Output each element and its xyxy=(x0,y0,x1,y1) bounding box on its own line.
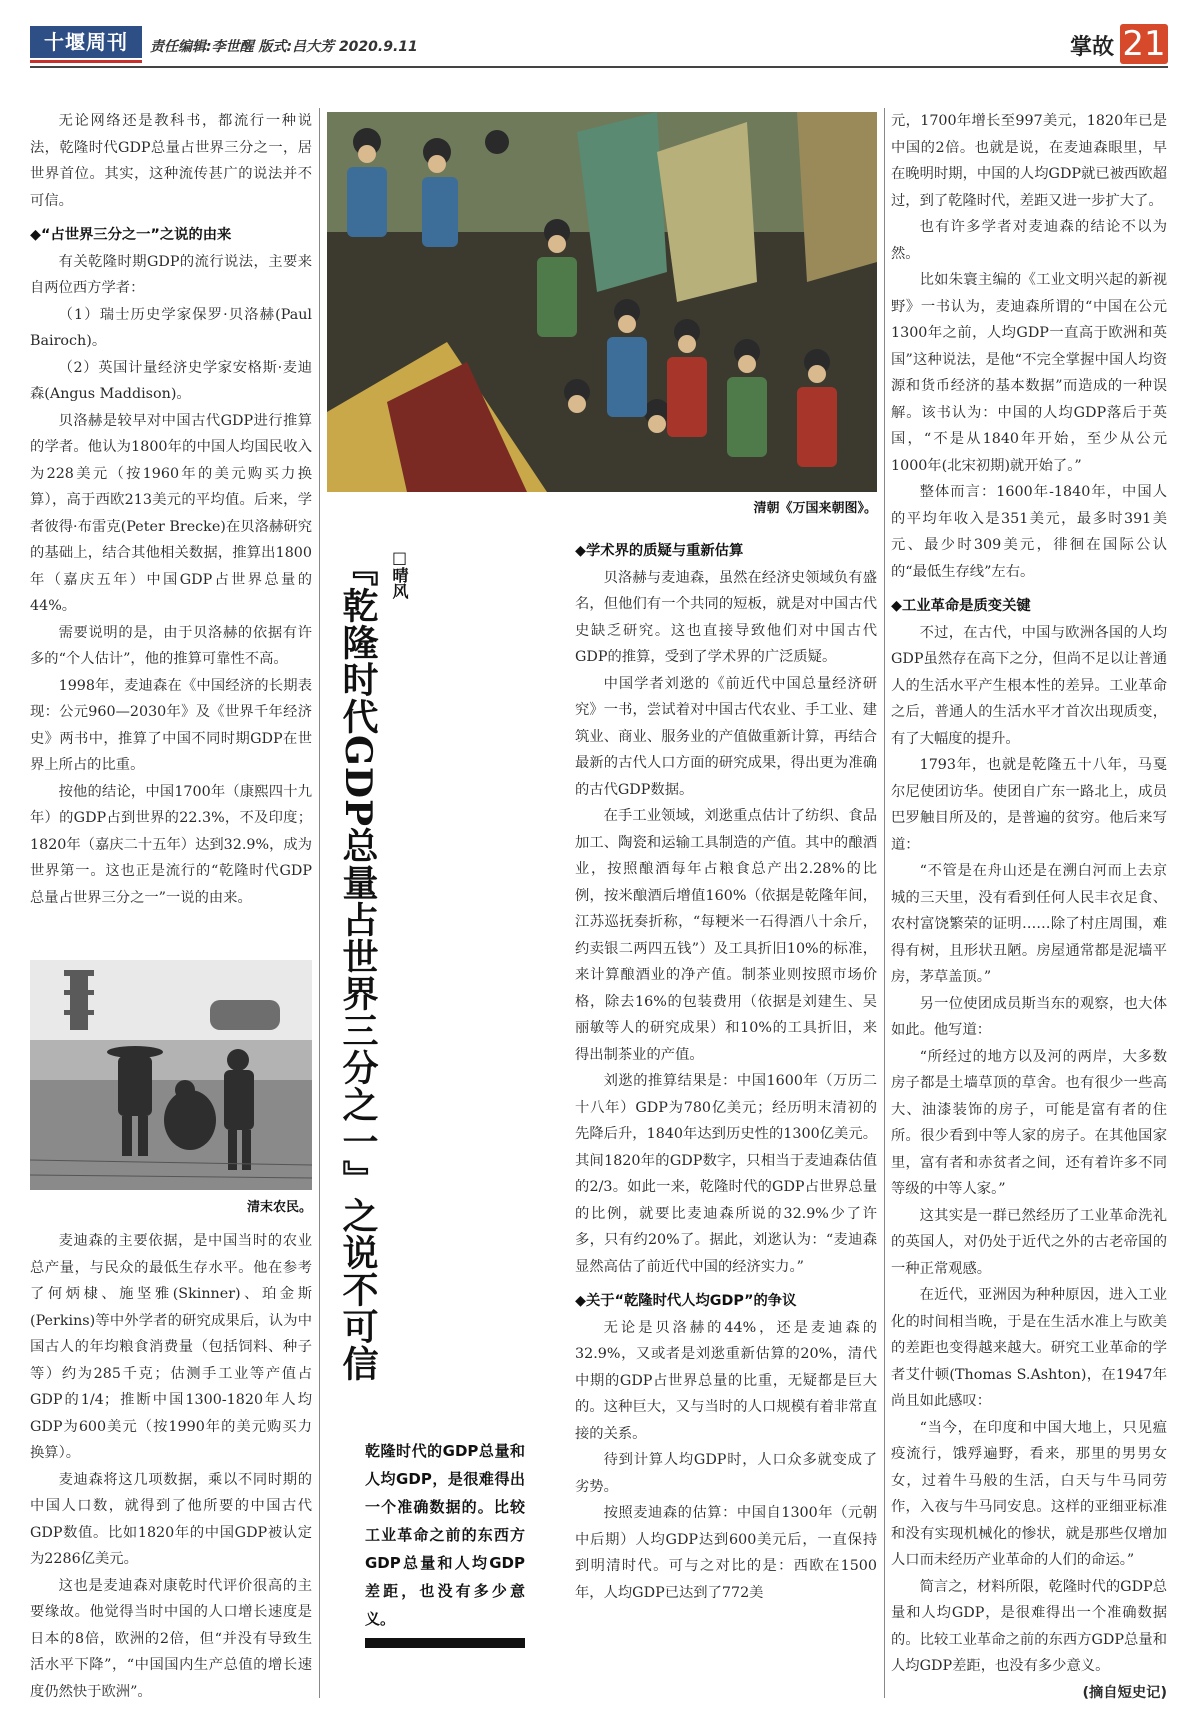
paragraph: 这其实是一群已然经历了工业革命洗礼的英国人，对仍处于近代之外的古老帝国的一种正常观感。 xyxy=(891,1207,1167,1277)
paragraph: 在近代，亚洲因为种种原因，进入工业化的时间相当晚，于是在生活水准上与欧美的差距也变得越来越大。研究工业革命的学者艾什顿(Thomas S.Ashton)，在1947年尚且如此感叹： xyxy=(891,1287,1167,1409)
paragraph: 贝洛赫与麦迪森，虽然在经济史领域负有盛名，但他们有一个共同的短板，就是对中国古代史缺乏研究。这也直接导致他们对中国古代GDP的推算，受到了学术界的广泛质疑。 xyxy=(575,569,877,665)
paragraph: 麦迪森的主要依据，是中国当时的农业总产量，与民众的最低生存水平。他在参考了何炳棣、施坚雅(Skinner)、珀金斯(Perkins)等中外学者的研究成果后，认为中国古人的年均粮食消费量（包括饲料、种子等）约为285千克；估测手工业等产值占GDP的1/4；推断中国1300-1820年人均GDP为600美元（按1990年的美元购买力换算）。 xyxy=(30,1233,312,1461)
paragraph: 需要说明的是，由于贝洛赫的依据有许多的“个人估计”，他的推算可靠性不高。 xyxy=(30,624,312,667)
column-4 xyxy=(891,108,1167,1706)
paragraph: “当今，在印度和中国大地上，只见瘟疫流行，饿殍遍野，看来，那里的男男女女，过着牛马般的生活，白天与牛马同劳作，入夜与牛马同安息。这样的亚细亚标准和没有实现机械化的惨状，就是那些仅增加人口而未经历产业革命的人们的命运。” xyxy=(891,1419,1167,1568)
article-summary: 乾隆时代的GDP总量和人均GDP，是很难得出一个准确数据的。比较工业革命之前的东西方GDP总量和人均GDP差距，也没有多少意义。 xyxy=(365,1442,525,1628)
column-1-top xyxy=(30,108,312,911)
paragraph: “不管是在舟山还是在溯白河而上去京城的三天里，没有看到任何人民丰衣足食、农村富饶繁荣的证明……除了村庄周围，难得有树，且形状丑陋。房屋通常都是泥墙平房，茅草盖顶。” xyxy=(891,863,1167,985)
column-divider xyxy=(319,108,320,1698)
paragraph: 麦迪森将这几项数据，乘以不同时期的中国人口数，就得到了他所要的中国古代GDP数值。比如1820年的中国GDP被认定为2286亿美元。 xyxy=(30,1471,312,1567)
column-3 xyxy=(575,538,877,1606)
subheading-origin: ◆“占世界三分之一”之说的由来 xyxy=(30,227,232,243)
paragraph: 贝洛赫是较早对中国古代GDP进行推算的学者。他认为1800年的中国人均国民收入为228美元（按1960年的美元购买力换算），高于西欧213美元的平均值。后来，学者彼得·布雷克(Peter Brecke)在贝洛赫研究的基础上，结合其他相关数据，推算出1800年（嘉庆五年）中国GDP占世界总量的44%。 xyxy=(30,412,312,614)
paragraph: 也有许多学者对麦迪森的结论不以为然。 xyxy=(891,219,1167,262)
subheading-industrial: ◆工业革命是质变关键 xyxy=(891,598,1031,614)
paragraph: 刘逖的推算结果是：中国1600年（万历二十八年）GDP为780亿美元；经历明末清初的先降后升，1840年达到历史性的1300亿美元。其间1820年的GDP数字，只相当于麦迪森估值的2/3。如此一来，乾隆时代的GDP占世界总量的比例，就要比麦迪森所说的32.9%少了许多，只有约20%了。据此，刘逖认为：“麦迪森显然高估了前近代中国的经济实力。” xyxy=(575,1073,877,1275)
paragraph: 中国学者刘逖的《前近代中国总量经济研究》一书，尝试着对中国古代农业、手工业、建筑业、商业、服务业的产值做重新计算，再结合最新的古代人口方面的研究成果，得出更为准确的古代GDP数据。 xyxy=(575,675,877,798)
paragraph: 在手工业领域，刘逖重点估计了纺织、食品加工、陶瓷和运输工具制造的产值。其中的酿酒业，按照酿酒每年占粮食总产出2.28%的比例，按米酿酒后增值160%（依据是乾隆年间，江苏巡抚奏折称，“每粳米一石得酒八十余斤，约卖银二两四五钱”）及工具折旧10%的标准，来计算酿酒业的净产值。制茶业则按照市场价格，除去16%的包装费用（依据是刘建生、吴丽敏等人的研究成果）和10%的工具折旧，来得出制茶业的产值。 xyxy=(575,808,877,1063)
summary-bar xyxy=(365,1638,525,1648)
paragraph: 1793年，也就是乾隆五十八年，马戛尔尼使团访华。使团自广东一路北上，成员巴罗触目所及的，是普遍的贫穷。他后来写道： xyxy=(891,757,1167,853)
section-label: 掌故 xyxy=(1070,35,1115,60)
editor-line: 责任编辑:李世醒 版式:吕大芳 2020.9.11 xyxy=(150,39,418,55)
paragraph: （2）英国计量经济史学家安格斯·麦迪森(Angus Maddison)。 xyxy=(30,359,312,402)
header-rule xyxy=(30,66,1168,68)
paragraph: “所经过的地方以及河的两岸，大多数房子都是土墙草顶的草舍。也有很少一些高大、油漆装饰的房子，可能是富有者的住所。很少看到中等人家的房子。在其他国家里，富有者和赤贫者之间，还有着许多不同等级的中等人家。” xyxy=(891,1048,1167,1197)
paragraph: 另一位使团成员斯当东的观察，也大体如此。他写道： xyxy=(891,995,1167,1038)
paragraph: 整体而言：1600年-1840年，中国人的平均年收入是351美元，最多时391美元、最少时309美元，徘徊在国际公认的“最低生存线”左右。 xyxy=(891,484,1167,580)
article-title: 『乾隆时代GDP总量占世界三分之一』之说不可信 xyxy=(337,550,379,1383)
paragraph: 无论网络还是教科书，都流行一种说法，乾隆时代GDP总量占世界三分之一，居世界首位。其实，这种流传甚广的说法并不可信。 xyxy=(30,113,312,209)
column-1-bottom xyxy=(30,1228,312,1705)
paragraph: 比如朱寰主编的《工业文明兴起的新视野》一书认为，麦迪森所谓的“中国在公元1300年之前，人均GDP一直高于欧洲和英国”这种说法，是他“不完全掌握中国人均资源和货币经济的基本数据”而造成的一种误解。该书认为：中国的人均GDP落后于英国，“不是从1840年开始，至少从公元1000年(北宋初期)就开始了。” xyxy=(891,272,1167,474)
paragraph: 这也是麦迪森对康乾时代评价很高的主要缘故。他觉得当时中国的人口增长速度是日本的8倍，欧洲的2倍，但“并没有导致生活水平下降”，“中国国内生产总值的增长速度仍然快于欧洲”。 xyxy=(30,1577,312,1700)
paragraph: 简言之，材料所限，乾隆时代的GDP总量和人均GDP，是很难得出一个准确数据的。比较工业革命之前的东西方GDP总量和人均GDP差距，也没有多少意义。 xyxy=(891,1578,1167,1674)
subheading-per-capita: ◆关于“乾隆时代人均GDP”的争议 xyxy=(575,1293,797,1309)
farmers-photo-image xyxy=(30,960,312,1190)
article-author: □晴风 xyxy=(390,548,409,599)
paragraph: 有关乾隆时期GDP的流行说法，主要来自两位西方学者： xyxy=(30,253,312,296)
logo-underline xyxy=(30,60,142,63)
page-number-badge: 21 xyxy=(1120,24,1168,64)
subheading-academic: ◆学术界的质疑与重新估算 xyxy=(575,543,744,559)
source-note: (摘自短史记) xyxy=(1082,1684,1167,1701)
paragraph: （1）瑞士历史学家保罗·贝洛赫(Paul Bairoch)。 xyxy=(30,306,312,349)
paragraph: 按照麦迪森的估算：中国自1300年（元朝中后期）人均GDP达到600美元后，一直保持到明清时代。可与之对比的是：西欧在1500年，人均GDP已达到了772美 xyxy=(575,1505,877,1601)
paragraph: 1998年，麦迪森在《中国经济的长期表现：公元960—2030年》及《世界千年经济史》两书中，推算了中国不同时期GDP在世界上所占的比重。 xyxy=(30,677,312,773)
paragraph: 按他的结论，中国1700年（康熙四十九年）的GDP占到世界的22.3%，不及印度；1820年（嘉庆二十五年）达到32.9%，成为世界第一。这也正是流行的“乾隆时代GDP总量占世界三分之一”一说的由来。 xyxy=(30,783,312,906)
farmers-photo xyxy=(30,960,312,1190)
column-divider xyxy=(884,108,885,1698)
paragraph: 元，1700年增长至997美元，1820年已是中国的2倍。也就是说，在麦迪森眼里，早在晚明时期，中国的人均GDP就已被西欧超过，到了乾隆时代，差距又进一步扩大了。 xyxy=(891,113,1167,209)
paragraph: 待到计算人均GDP时，人口众多就变成了劣势。 xyxy=(575,1452,877,1495)
court-painting-image xyxy=(327,112,877,492)
court-painting xyxy=(327,112,877,492)
farmers-photo-caption: 清末农民。 xyxy=(246,1200,312,1215)
paragraph: 不过，在古代，中国与欧洲各国的人均GDP虽然存在高下之分，但尚不足以让普通人的生活水平产生根本性的差异。工业革命之后，普通人的生活水平才首次出现质变，有了大幅度的提升。 xyxy=(891,624,1167,747)
paragraph: 无论是贝洛赫的44%，还是麦迪森的32.9%，又或者是刘逖重新估算的20%，清代中期的GDP占世界总量的比重，无疑都是巨大的。这种巨大，又与当时的人口规模有着非常直接的关系。 xyxy=(575,1319,877,1442)
newspaper-logo: 十堰周刊 xyxy=(30,26,142,58)
masthead xyxy=(30,24,1168,64)
court-painting-caption: 清朝《万国来朝图》。 xyxy=(753,501,877,516)
